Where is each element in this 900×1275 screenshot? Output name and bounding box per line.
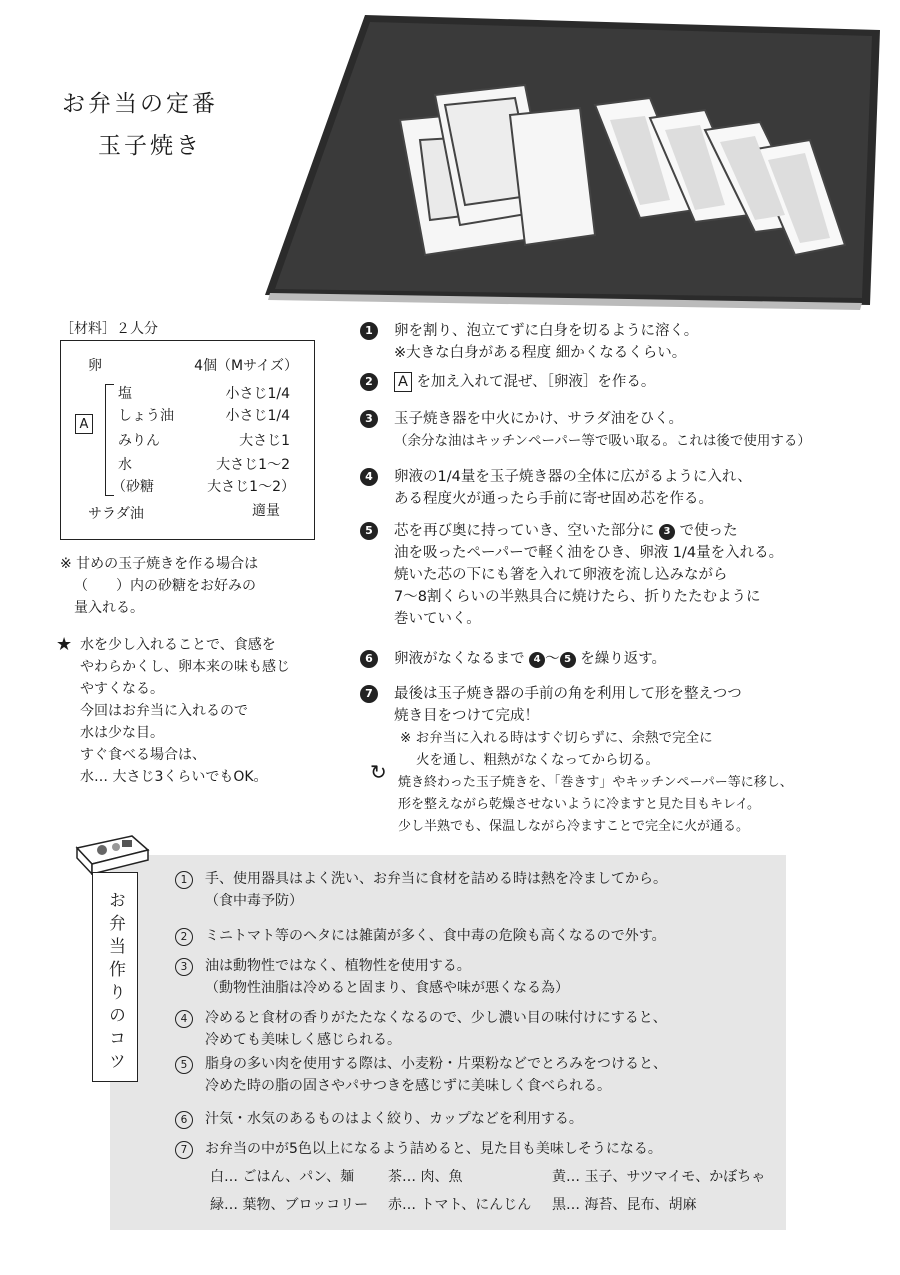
ingredient-name: みりん — [118, 433, 160, 449]
ingredient-name: 水 — [118, 457, 132, 473]
step-ref-3: 3 — [659, 524, 675, 540]
ingredient-amount: 小さじ1/4 — [225, 408, 290, 424]
ingredient-amount: 大さじ1 — [239, 433, 290, 449]
ingredient-name: 塩 — [118, 386, 132, 402]
group-a-label: A — [75, 414, 93, 434]
ingredient-name: （砂糖 — [112, 479, 154, 495]
tips-label-box — [92, 872, 138, 1082]
tip-7: 7 お弁当の中が5色以上になるよう詰めると、見た目も美味しそうになる。 — [175, 1138, 662, 1160]
group-a-ref: A — [394, 372, 412, 392]
title-line1: お弁当の定番 — [62, 91, 218, 117]
ingredients-header: ［材料］２人分 — [60, 321, 158, 337]
bento-icon — [72, 828, 152, 878]
ingredient-amount: 大さじ1～2 — [216, 457, 290, 473]
step-4: 4 卵液の1/4量を玉子焼き器の全体に広がるように入れ、 ある程度火が通ったら手前に寄せ固め芯を作る。 — [360, 466, 752, 510]
color-yellow: 黄… 玉子、サツマイモ、かぼちゃ — [552, 1169, 766, 1185]
ingredient-amount: 適量 — [252, 503, 280, 519]
tip-3: 3 油は動物性ではなく、植物性を使用する。 （動物性油脂は冷めると固まり、食感や味が悪くなる為） — [175, 955, 569, 999]
step-3: 3 玉子焼き器を中火にかけ、サラダ油をひく。 （余分な油はキッチンペーパー等で吸い取る。これは後で使用する） — [360, 408, 811, 452]
tip-2: 2 ミニトマト等のヘタには雑菌が多く、食中毒の危険も高くなるので外す。 — [175, 925, 666, 947]
step-1: 1 卵を割り、泡立てずに白身を切るように溶く。 ※大きな白身がある程度 細かくなるくらい。 — [360, 320, 698, 364]
water-note: 水を少し入れることで、食感を やわらかくし、卵本来の味も感じ やすくなる。 今回はお弁当に入れるので 水は少な目。 すぐ食べる場合は、 水… 大さじ3くらいでもOK。 — [80, 637, 290, 785]
color-brown: 茶… 肉、魚 — [388, 1169, 463, 1185]
sugar-note: ※ 甘めの玉子焼きを作る場合は （ ）内の砂糖をお好みの 量入れる。 — [60, 556, 259, 616]
title-line2: 玉子焼き — [98, 133, 202, 159]
ingredient-name: 卵 — [88, 358, 102, 374]
aside-note: 焼き終わった玉子焼きを、「巻きす」やキッチンペーパー等に移し、 形を整えながら乾燥させないように冷ますと見た目もキレイ。 少し半熟でも、保温しながら冷ますことで完全に火が通る。 — [398, 775, 793, 834]
ingredient-name: サラダ油 — [88, 506, 144, 522]
ingredient-amount: 大さじ1～2） — [207, 479, 295, 495]
star-icon: ★ — [56, 634, 73, 655]
step-2: 2 A を加え入れて混ぜ、［卵液］を作る。 — [360, 371, 655, 393]
ingredient-amount: 小さじ1/4 — [225, 386, 290, 402]
color-black: 黒… 海苔、昆布、胡麻 — [552, 1197, 697, 1213]
color-green: 緑… 葉物、ブロッコリー — [210, 1197, 369, 1213]
tip-4: 4 冷めると食材の香りがたたなくなるので、少し濃い目の味付けにすると、 冷めても美味しく感じられる。 — [175, 1007, 667, 1051]
color-white: 白… ごはん、パン、麺 — [210, 1169, 355, 1185]
ingredient-amount: 4個（Mサイズ） — [194, 358, 298, 374]
ingredient-name: しょう油 — [118, 408, 174, 424]
tips-label: お弁当作りのコツ — [105, 891, 125, 1075]
step-6: 6 卵液がなくなるまで 4 ～ 5 を繰り返す。 — [360, 648, 666, 670]
tip-1: 1 手、使用器具はよく洗い、お弁当に食材を詰める時は熱を冷ましてから。 （食中毒予防） — [175, 868, 667, 912]
curved-arrow-icon: ↻ — [370, 760, 387, 784]
tip-6: 6 汁気・水気のあるものはよく絞り、カップなどを利用する。 — [175, 1108, 583, 1130]
tip-5: 5 脂身の多い肉を使用する際は、小麦粉・片栗粉などでとろみをつけると、 冷めた時の脂の固さやパサつきを感じずに美味しく食べられる。 — [175, 1053, 667, 1097]
tamagoyaki-photo — [250, 10, 890, 310]
color-red: 赤… トマト、にんじん — [388, 1197, 532, 1213]
step-5: 5 芯を再び奥に持っていき、空いた部分に 3 で使った 油を吸ったペーパーで軽く油をひき、卵液 1/4量を入れる。 焼いた芯の下にも箸を入れて卵液を流し込みながら 7～8割くらいの半熟具合に焼けたら、折りたたむように 巻いていく。 — [360, 520, 783, 630]
step-7: 7 最後は玉子焼き器の手前の角を利用して形を整えつつ 焼き目をつけて完成！ ※ お弁当に入れる時はすぐ切らずに、余熱で完全に 火を通し、粗熱がなくなってから切る。 — [360, 683, 742, 771]
